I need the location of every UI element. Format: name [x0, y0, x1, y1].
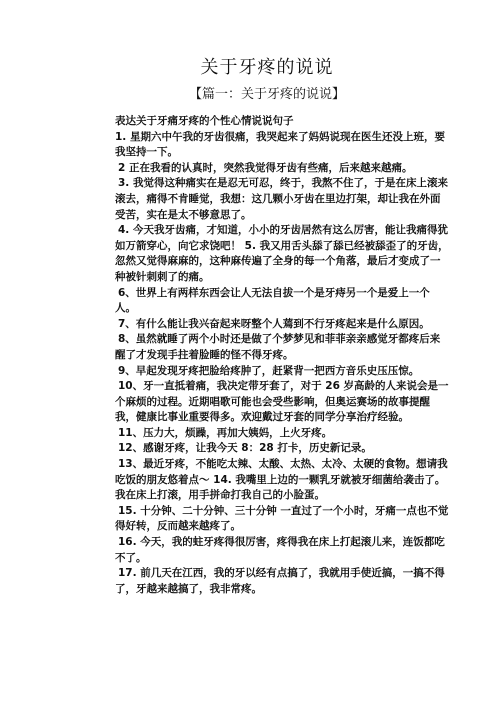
paragraph-6: 6、世界上有两样东西会让人无法自拔一个是牙痔另一个是爱上一个人。: [115, 286, 430, 315]
paragraph-16: 16. 今天，我的蛀牙疼得很厉害，疼得我在床上打起滚儿来，连饭都吃不了。: [115, 536, 445, 564]
paragraph-13-14: 13、最近牙疼，不能吃太辣、太酸、太热、太冷、太硬的食物。想请我吃饭的朋友悠着点～ 14. 我嘴里上边的一颗乳牙就被牙细菌给袭击了。我在床上打滚，用手拼命打我自己的小脸蛋。: [115, 458, 448, 502]
paragraph-12: 12、感谢牙疼，让我今天 8：28 打卡，历史新记录。: [118, 442, 372, 455]
paragraph-10: 10、牙一直抵着痛，我决定带牙套了，对于 26 岁高龄的人来说会是一个麻烦的过程。近期唱歌可能也会受些影响，但奥运赛场的故事提醒我，健康比事业重要得多。欢迎戴过牙套的同学分享治疗经验。: [115, 380, 449, 424]
paragraph-1: 1. 星期六中午我的牙齿很痛，我哭起来了妈妈说现在医生还没上班，要我坚持一下。: [115, 130, 445, 159]
section-heading: 【篇一：关于牙疼的说说】: [188, 87, 345, 102]
paragraph-intro: 表达关于牙痛牙疼的个性心情说说句子: [115, 115, 294, 127]
paragraph-11: 11、压力大，烦躁，再加大姨妈，上火牙疼。: [118, 426, 333, 439]
paragraph-8: 8、虽然就睡了两个小时还是做了个梦梦见和菲菲亲亲感觉牙都疼后来醒了才发现手拄着脸睡的怪不得牙疼。: [115, 333, 441, 361]
document-body: [115, 114, 449, 597]
paragraph-2: 2 正在我看的认真时，突然我觉得牙齿有些痛，后来越来越痛。: [118, 161, 413, 174]
paragraph-4-5: 4. 今天我牙齿痛，才知道，小小的牙齿居然有这么厉害，能让我痛得犹如万箭穿心，向它求饶吧！ 5. 我又用舌头舔了舔已经被舔歪了的牙齿，忽然又觉得麻麻的，这种麻传遍了全身的每一个角落，最后才变成了一种被针刺刺了的痛。: [115, 224, 449, 283]
paragraph-15: 15. 十分钟、二十分钟、三十分钟 一直过了一个小时，牙痛一点也不觉得好转，反而越来越疼了。: [115, 504, 449, 533]
paragraph-7: 7、有什么能让我兴奋起来呀整个人蔫到不行牙疼起来是什么原因。: [118, 317, 430, 330]
document-title: 关于牙疼的说说: [200, 57, 334, 78]
paragraph-3: 3. 我觉得这种痛实在是忍无可忍，终于，我熬不住了，于是在床上滚来滚去，痛得不肯睡觉，我想：这几颗小牙齿在里边打架，却让我在外面受苦，实在是太不够意思了。: [115, 177, 448, 221]
paragraph-9: 9、早起发现牙疼把脸给疼肿了，赶紧背一把西方音乐史压压惊。: [118, 364, 420, 377]
paragraph-17: 17. 前几天在江西，我的牙以经有点搞了，我就用手使近搞，一搞不得了，牙越来越搞了，我非常疼。: [115, 567, 445, 595]
